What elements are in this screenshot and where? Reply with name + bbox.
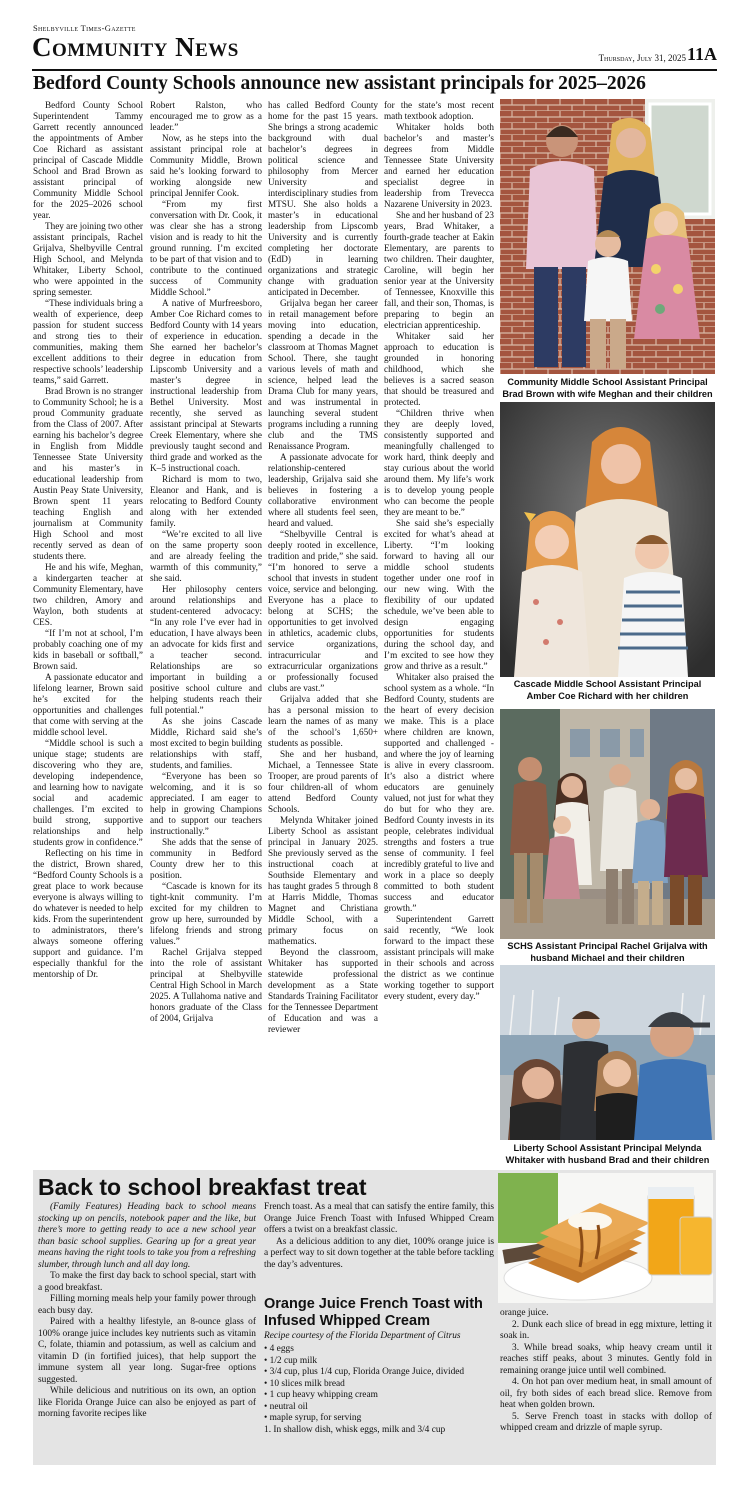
article-paragraph: She adds that the sense of community in Bedford County drew her to this position. (150, 837, 262, 880)
section-title: Community News (32, 32, 239, 62)
article-paragraph: Richard is mom to two, Eleanor and Hank, and is relocating to Bedford County along with her extended family. (150, 474, 262, 528)
breakfast-paragraph: As a delicious addition to any diet, 100% orange juice is a perfect way to sit down together at the table before tackling the day’s adventures. (264, 1236, 494, 1270)
breakfast-column-2 (264, 1202, 494, 1296)
article-paragraph: “These individuals bring a wealth of experience, deep passion for student success and strong ties to their communities, making them excellent additions to their respective schools’ leadership teams,” said Garrett. (33, 298, 143, 385)
article-paragraph: A passionate advocate for relationship-centered leadership, Grijalva said she believes in fostering a collaborative environment where all students feel seen, heard and valued. (268, 452, 378, 528)
breakfast-paragraph: French toast. As a meal that can satisfy the entire family, this Orange Juice French Toast with Infused Whipped Cream offers a twist on a breakfast classic. (264, 1202, 494, 1235)
breakfast-paragraph: To make the first day back to school special, start with a good breakfast. (38, 1271, 256, 1293)
article-paragraph: Grijalva added that she has a personal mission to learn the names of as many of the school’s 1,650+ students as possible. (268, 694, 378, 748)
recipe-step: 4. On hot pan over medium heat, in small amount of oil, fry both sides of each bread slice. Remove from heat when golden brown. (500, 1377, 712, 1410)
article-paragraph: “From my first conversation with Dr. Cook, it was clear she has a strong vision and is ready to hit the ground running. I’m excited to be part of that vision and to contribute to the continued success of Community Middle School.” (150, 199, 262, 297)
photo-brown-family (500, 99, 715, 374)
breakfast-paragraph: Filling morning meals help your family power through each busy day. (38, 1294, 256, 1316)
recipe-step: 1. In shallow dish, whisk eggs, milk and 3/4 cup (264, 1424, 446, 1435)
article-paragraph: He and his wife, Meghan, a kindergarten teacher at Community Elementary, have two children, Amory and Waylon, both students at CES. (33, 562, 143, 627)
photo-caption: SCHS Assistant Principal Rachel Grijalva with husband Michael and their children (507, 941, 708, 963)
article-paragraph: Whitaker also praised the school system as a whole. “In Bedford County, students are the heart of every decision we make. This is a place where children are known, supported and challenged - and where the joy of learning is alive in every classroom. It’s also a district where educators are genuinely valued, not just for what they do but for who they are. Bedford County invests in its people, celebrates individual strengths and fosters a true sense of community. I feel incredibly grateful to live and work in a place so deeply committed to both student success and educator growth.” (384, 672, 494, 913)
recipe-credit: Recipe courtesy of the Florida Department of Citrus (264, 1331, 461, 1341)
article-column-2 (150, 100, 262, 1163)
article-paragraph: “Middle school is such a unique stage; students are discovering who they are, developing independence, and learning how to navigate social and academic challenges. I’m excited to build strong, supportive relationships and help students grow in confidence.” (33, 738, 143, 847)
breakfast-paragraph: While delicious and nutritious on its own, an option like Florida Orange Juice can also be enjoyed as part of morning favorite recipes like (38, 1386, 256, 1419)
recipe-title: Orange Juice French Toast with Infused Whipped Cream (264, 1296, 483, 1329)
article-paragraph: “Shelbyville Central is deeply rooted in excellence, tradition and pride,” she said. “I’m honored to serve a school that invests in student voice, service and belonging. Everyone has a place to belong at SCHS; the opportunities to get involved in athletics, academic clubs, service organizations, intracurricular and extracurricular organizations or professionally focused clubs are vast.” (268, 529, 378, 693)
ingredient-item: • 1/2 cup milk (264, 1355, 318, 1366)
issue-date: Thursday, July 31, 2025 (598, 53, 686, 63)
breakfast-column-1 (38, 1202, 256, 1462)
page-number: 11A (686, 44, 717, 64)
ingredient-list (264, 1344, 494, 1436)
article-paragraph: Melynda Whitaker joined Liberty School as assistant principal in January 2025. She previously served as the instructional coach at Southside Elementary and has taught grades 5 through 8 at Harris Middle, Thomas Magnet and Christiana Middle School, with a primary focus on mathematics. (268, 815, 378, 946)
article-column-4 (384, 100, 494, 1163)
ingredient-item: • maple syrup, for serving (264, 1413, 362, 1423)
article-paragraph: Whitaker holds both bachelor’s and master’s degrees from Middle Tennessee State University and earned her education specialist degree in leadership from Trevecca Nazarene University in 2023. (384, 122, 494, 209)
recipe-steps (500, 1308, 712, 1435)
article-paragraph: has called Bedford County home for the past 15 years. She brings a strong academic background with dual bachelor’s degrees in political science and philosophy from Mercer University and interdisciplinary studies from MTSU. She also holds a master’s in educational leadership from Lipscomb University and is currently completing her doctorate (EdD) in learning organizations and strategic change with graduation anticipated in December. (268, 100, 378, 297)
article-paragraph: Brad Brown is no stranger to Community School; he is a proud Community graduate from the Class of 2007. After earning his bachelor’s degree in English from Middle Tennessee State University and his master’s in educational leadership from Austin Peay State University, Brown spent 11 years teaching English and journalism at Community High School and most recently served as dean of students there. (33, 386, 143, 561)
photo-caption: Liberty School Assistant Principal Melynda Whitaker with husband Brad and their children (505, 1143, 710, 1165)
photo-whitaker-family (500, 965, 715, 1140)
article-paragraph: Rachel Grijalva stepped into the role of assistant principal at Shelbyville Central High School in March 2025. A Tullahoma native and honors graduate of the Class of 2004, Grijalva (150, 947, 262, 1023)
breakfast-intro: (Family Features) Heading back to school means stocking up on pencils, notebook paper and the like, but there’s more to getting ready to ace a new school year than basic school supplies. Gearing up for a great year means having the right tools to take you from a refreshing slumber, through lunch and all day long. (38, 1202, 256, 1270)
article-paragraph: She and her husband, Michael, a Tennessee State Trooper, are proud parents of four children-all of whom attend Bedford County Schools. (268, 749, 378, 814)
photo-caption: Cascade Middle School Assistant Principal Amber Coe Richard with her children (513, 679, 702, 701)
photo-french-toast (498, 1173, 713, 1303)
ingredient-item: • 10 slices milk bread (264, 1378, 345, 1389)
article-paragraph: Whitaker said her approach to education is grounded in honoring childhood, which she believes is a sacred season that should be treasured and protected. (384, 331, 494, 407)
article-paragraph: As she joins Cascade Middle, Richard said she’s most excited to begin building relationships with staff, students, and families. (150, 716, 262, 770)
article-paragraph: “Children thrive when they are deeply loved, consistently supported and meaningfully challenged to work hard, think deeply and stay curious about the world around them. My life’s work is to develop young people who can become the people they are meant to be.” (384, 408, 494, 517)
breakfast-paragraph: Paired with a healthy lifestyle, an 8-ounce glass of 100% orange juice includes key nutrients such as vitamin C, folate, thiamin and potassium, as well as calcium and vitamin D (in fortified juices), that help support the immune system all year long. Sugar-free options suggested. (38, 1317, 256, 1385)
article-column-1 (33, 100, 143, 1163)
article-paragraph: Beyond the classroom, Whitaker has supported statewide professional development as a State Standards Training Facilitator for the Tennessee Department of Education and was a reviewer (268, 947, 378, 1034)
ingredient-item: • 1 cup heavy whipping cream (264, 1390, 378, 1400)
ingredient-item: • neutral oil (264, 1401, 308, 1412)
photo-richard-family (500, 402, 715, 677)
article-paragraph: A passionate educator and lifelong learner, Brown said he’s excited for the opportunities and challenges that come with serving at the middle school level. (33, 672, 143, 737)
recipe-step: 3. While bread soaks, whip heavy cream until it reaches stiff peaks, about 3 minutes. Gently fold in remaining orange juice until well combined. (500, 1342, 712, 1376)
article-paragraph: “If I’m not at school, I’m probably coaching one of my kids in baseball or softball,” Brown said. (33, 628, 143, 671)
article-column-3 (268, 100, 378, 1163)
article-paragraph: Superintendent Garrett said recently, “We look forward to the impact these assistant principals will make in their schools and across the district as we continue working together to support every student, every day.” (384, 914, 494, 1001)
article-paragraph: “Cascade is known for its tight-knit community. I’m excited for my children to grow up here, surrounded by lifelong friends and strong values.” (150, 881, 262, 946)
ingredient-item: • 3/4 cup, plus 1/4 cup, Florida Orange Juice, divided (264, 1367, 465, 1377)
photo-caption: Community Middle School Assistant Principal Brad Brown with wife Meghan and their children (502, 377, 713, 399)
article-paragraph: for the state’s most recent math textbook adoption. (384, 100, 494, 121)
article-paragraph: They are joining two other assistant principals, Rachel Grijalva, Shelbyville Central High School, and Melynda Whitaker, Liberty School, who were appointed in the spring semester. (33, 221, 143, 297)
photo-grijalva-family (500, 709, 715, 939)
recipe-step: 2. Dunk each slice of bread in egg mixture, letting it soak in. (500, 1319, 712, 1341)
breakfast-title: Back to school breakfast treat (38, 1174, 367, 1200)
article-paragraph: She and her husband of 23 years, Brad Whitaker, a fourth-grade teacher at Eakin Elementary, are parents to two children. Their daughter, Caroline, will begin her senior year at the University of Tennessee, Knoxville this fall, and their son, Thomas, is preparing to begin an electrician apprenticeship. (384, 210, 494, 330)
article-paragraph: Robert Ralston, who encouraged me to grow as a leader.” (150, 100, 262, 132)
article-paragraph: A native of Murfreesboro, Amber Coe Richard comes to Bedford County with 14 years of experience in education. She earned her bachelor’s degree in education from Lipscomb University and a master’s degree in instructional leadership from Bethel University. Most recently, she served as assistant principal at Stewarts Creek Elementary, where she previously taught second and third grade and worked as the K–5 instructional coach. (150, 298, 262, 473)
article-paragraph: “Everyone has been so welcoming, and it is so appreciated. I am eager to help in growing Champions and to support our teachers instructionally.” (150, 771, 262, 836)
recipe-step: 5. Serve French toast in stacks with dollop of whipped cream and drizzle of maple syrup. (500, 1411, 712, 1433)
article-headline: Bedford County Schools announce new assistant principals for 2025–2026 (33, 73, 646, 94)
article-paragraph: She said she’s especially excited for what’s ahead at Liberty. “I’m looking forward to having all our middle school students together under one roof in our new wing. With the flexibility of our updated schedule, we’ve been able to design engaging opportunities for students during the school day, and I’m excited to see how they grow and thrive as a result.” (384, 518, 494, 671)
article-paragraph: Bedford County School Superintendent Tammy Garrett recently announced the appointments of Amber Coe Richard as assistant principal of Cascade Middle School and Brad Brown as assistant principal of Community Middle School for the 2025–2026 school year. (33, 100, 143, 220)
article-paragraph: Grijalva began her career in retail management before moving into education, spending a decade in the classroom at Thomas Magnet School. There, she taught various levels of math and science, helped lead the Drama Club for many years, and was instrumental in launching several student programs including a running club and the TMS Renaissance Program. (268, 298, 378, 451)
article-paragraph: Now, as he steps into the assistant principal role at Community Middle, Brown said he’s looking forward to working alongside new principal Jennifer Cook. (150, 133, 262, 198)
recipe-step: orange juice. (500, 1308, 549, 1318)
ingredient-item: • 4 eggs (264, 1344, 294, 1354)
article-paragraph: “We’re excited to all live on the same property soon and are already feeling the warmth of this community,” she said. (150, 529, 262, 583)
article-paragraph: Reflecting on his time in the district, Brown shared, “Bedford County Schools is a great place to work because everyone is always willing to do whatever is needed to help kids. From the superintendent to administrators, there’s always someone offering support and guidance. I’m especially thankful for the mentorship of Dr. (33, 848, 143, 979)
article-paragraph: Her philosophy centers around relationships and student-centered advocacy: “In any role I’ve ever had in education, I have always been an advocate for kids first and a teacher second. Relationships are so important in building a positive school culture and helping students reach their full potential.” (150, 584, 262, 715)
publication-name: Shelbyville Times-Gazette (33, 23, 136, 33)
